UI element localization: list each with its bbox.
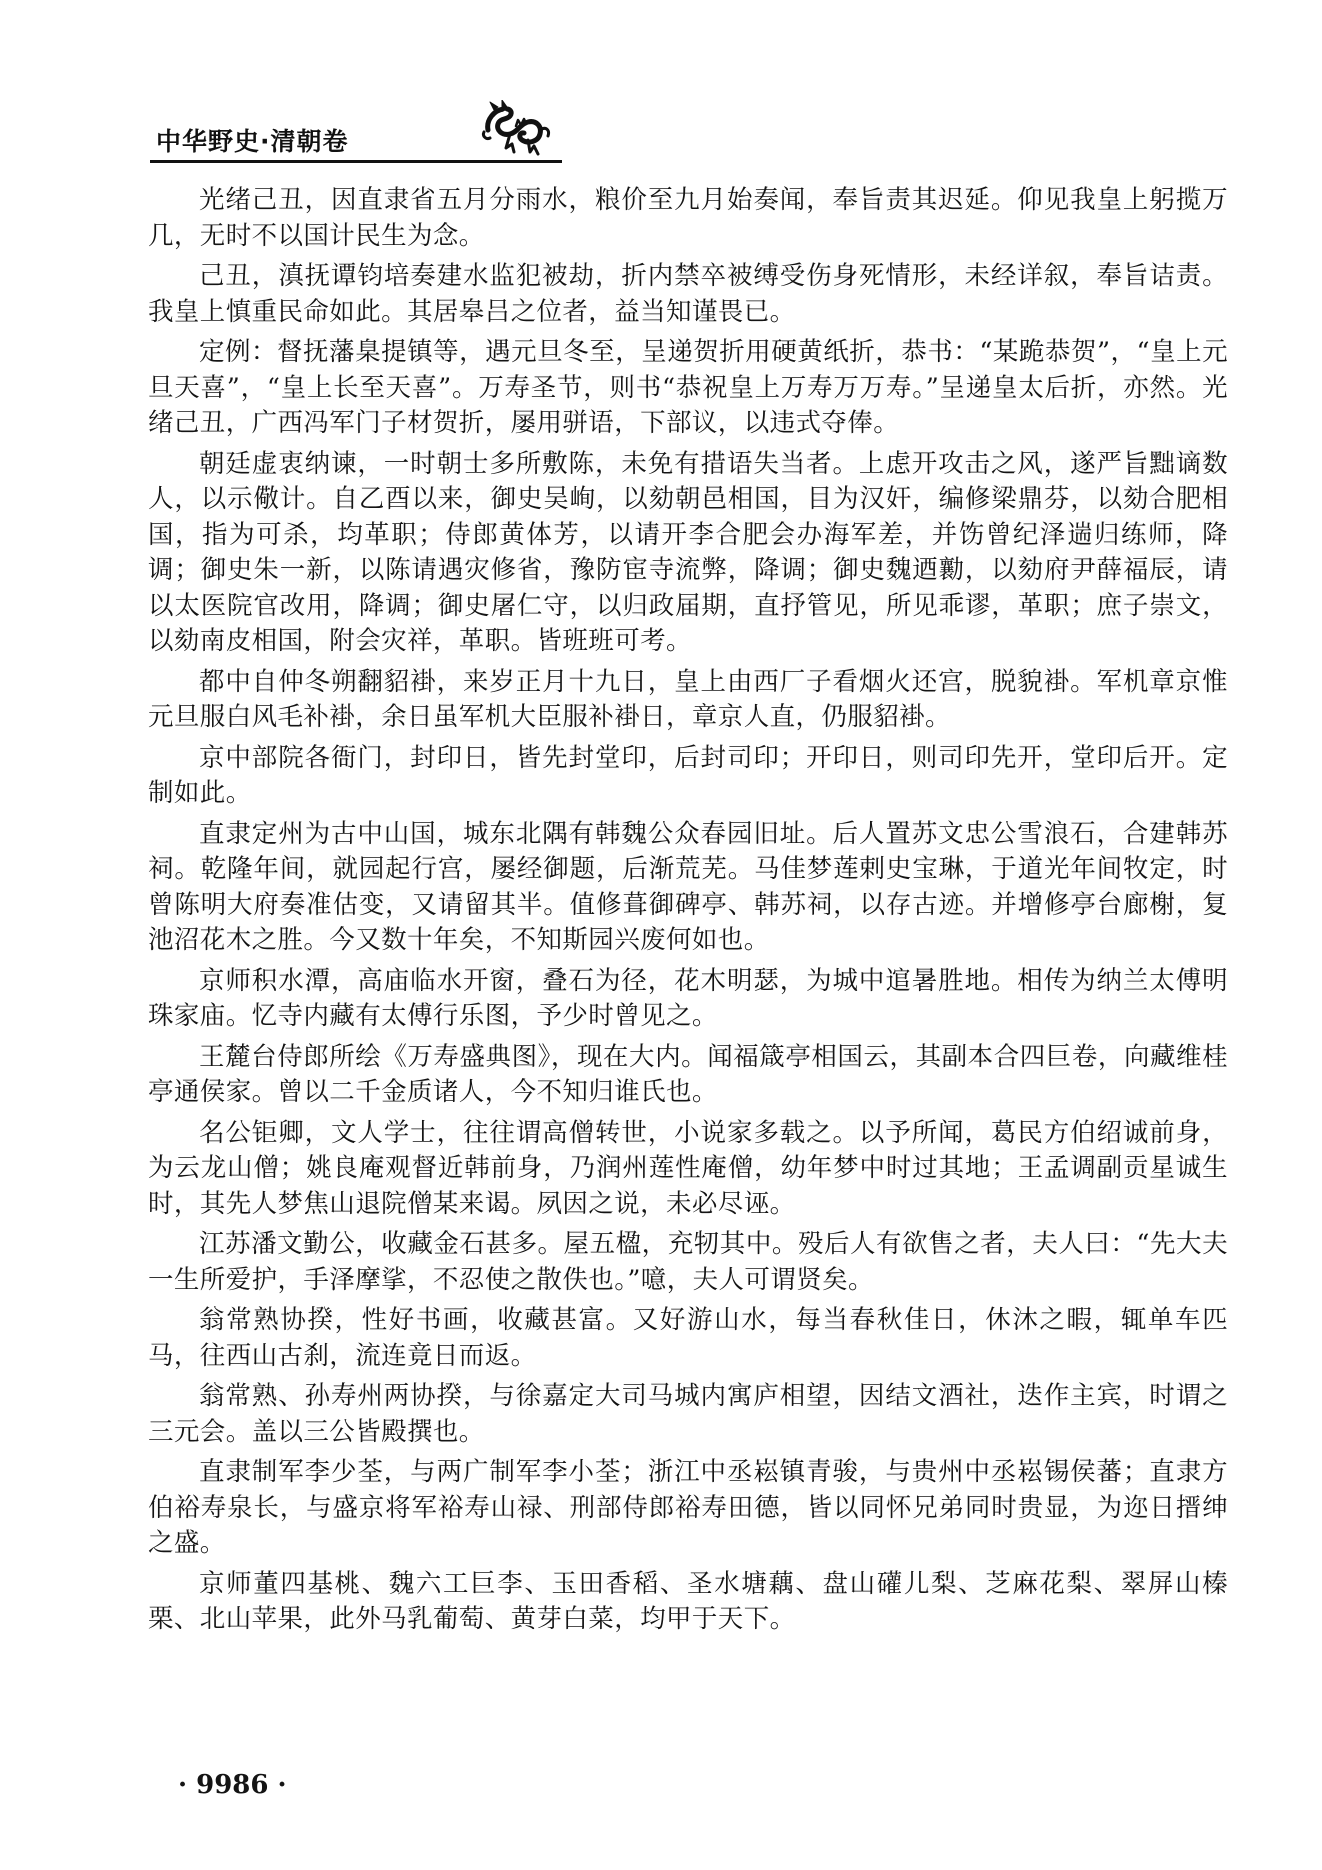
paragraph: 名公钜卿，文人学士，往往谓高僧转世，小说家多载之。以予所闻，葛民方伯绍诚前身，为云龙山僧；姚良庵观督近韩前身，乃润州莲性庵僧，幼年梦中时过其地；王孟调副贡星诚生时，其先人梦焦山退院僧某来谒。夙因之说，未必尽诬。 xyxy=(148,1117,1228,1219)
paragraph: 王麓台侍郎所绘《万寿盛典图》，现在大内。闻福箴亭相国云，其副本合四巨卷，向藏维桂亭通侯家。曾以二千金质诸人，今不知归谁氏也。 xyxy=(148,1041,1228,1107)
paragraph: 直隶定州为古中山国，城东北隅有韩魏公众春园旧址。后人置苏文忠公雪浪石，合建韩苏祠。乾隆年间，就园起行宫，屡经御题，后渐荒芜。马佳梦莲剌史宝琳，于道光年间牧定，时曾陈明大府奏准估变，又请留其半。值修葺御碑亭、韩苏祠，以存古迹。并增修亭台廊榭，复池沼花木之胜。今又数十年矣，不知斯园兴废何如也。 xyxy=(148,818,1228,955)
page-header xyxy=(150,100,562,160)
paragraph: 京中部院各衙门，封印日，皆先封堂印，后封司印；开印日，则司印先开，堂印后开。定制如此。 xyxy=(148,742,1228,808)
paragraph: 都中自仲冬朔翻貂褂，来岁正月十九日，皇上由西厂子看烟火还宫，脱貌褂。军机章京惟元旦服白风毛补褂，余日虽军机大臣服补褂日，章京人直，仍服貂褂。 xyxy=(148,666,1228,732)
paragraph: 京师积水潭，高庙临水开窗，叠石为径，花木明瑟，为城中逭暑胜地。相传为纳兰太傅明珠家庙。忆寺内藏有太傅行乐图，予少时曾见之。 xyxy=(148,965,1228,1031)
paragraph: 朝廷虚衷纳谏，一时朝士多所敷陈，未免有措语失当者。上虑开攻击之风，遂严旨黜谪数人，以示儆计。自乙酉以来，御史吴峋，以劾朝邑相国，目为汉奸，编修梁鼎芬，以劾合肥相国，指为可杀，均革职；侍郎黄体芳，以请开李合肥会办海军差，并饬曾纪泽遄归练师，降调；御史朱一新，以陈请遇灾修省，豫防宦寺流弊，降调；御史魏迺勷，以劾府尹薛福辰，请以太医院官改用，降调；御史屠仁守，以归政届期，直抒管见，所见乖谬，革职；庶子崇文，以劾南皮相国，附会灾祥，革职。皆班班可考。 xyxy=(148,448,1228,656)
paragraph: 直隶制军李少荃，与两广制军李小荃；浙江中丞崧镇青骏，与贵州中丞崧锡侯蕃；直隶方伯裕寿泉长，与盛京将军裕寿山禄、刑部侍郎裕寿田德，皆以同怀兄弟同时贵显，为迩日搢绅之盛。 xyxy=(148,1457,1228,1558)
paragraph: 光绪己丑，因直隶省五月分雨水，粮价至九月始奏闻，奉旨责其迟延。仰见我皇上躬揽万几，无时不以国计民生为念。 xyxy=(148,185,1228,251)
dragon-emblem-icon xyxy=(480,100,552,156)
header-rule xyxy=(150,160,562,163)
paragraph: 江苏潘文勤公，收藏金石甚多。屋五楹，充牣其中。殁后人有欲售之者，夫人曰：“先大夫一生所爱护，手泽摩挲，不忍使之散佚也。”噫，夫人可谓贤矣。 xyxy=(148,1229,1228,1295)
running-title: 中华野史·清朝卷 xyxy=(156,127,349,156)
paragraph: 定例：督抚藩臬提镇等，遇元旦冬至，呈递贺折用硬黄纸折，恭书：“某跪恭贺”，“皇上元旦天喜”，“皇上长至天喜”。万寿圣节，则书“恭祝皇上万寿万万寿。”呈递皇太后折，亦然。光绪己丑，广西冯军门子材贺折，屡用骈语，下部议，以违式夺俸。 xyxy=(148,337,1228,438)
paragraph: 翁常熟协揆，性好书画，收藏甚富。又好游山水，每当春秋佳日，休沐之暇，辄单车匹马，往西山古刹，流连竟日而返。 xyxy=(148,1305,1228,1371)
body-text xyxy=(148,183,1228,1643)
paragraph: 京师董四基桃、魏六工巨李、玉田香稻、圣水塘藕、盘山礶儿梨、芝麻花梨、翠屏山榛栗、北山苹果，此外马乳葡萄、黄芽白菜，均甲于天下。 xyxy=(148,1568,1228,1634)
paragraph: 己丑，滇抚谭钧培奏建水监犯被劫，折内禁卒被缚受伤身死情形，未经详叙，奉旨诘责。我皇上慎重民命如此。其居皋吕之位者，益当知谨畏已。 xyxy=(148,261,1228,327)
paragraph: 翁常熟、孙寿州两协揆，与徐嘉定大司马城内寓庐相望，因结文酒社，迭作主宾，时谓之三元会。盖以三公皆殿撰也。 xyxy=(148,1381,1228,1447)
page-number: · 9986 · xyxy=(178,1770,287,1800)
